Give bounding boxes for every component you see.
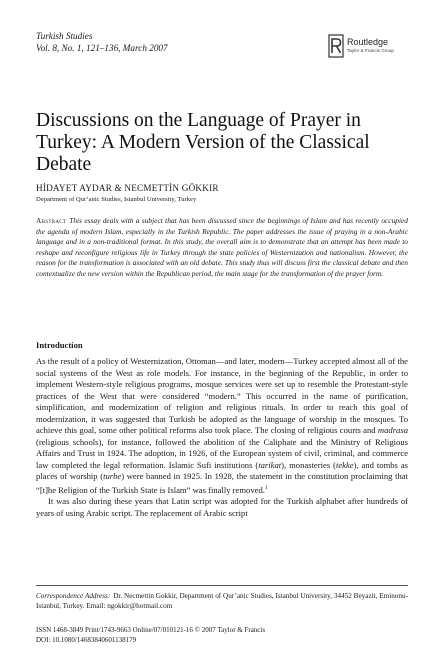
article-title: Discussions on the Language of Prayer in Turkey: A Modern Version of the Classical Debate <box>36 110 370 175</box>
body-text <box>36 356 408 520</box>
doi-line: DOI: 10.1080/14683840601138179 <box>36 636 137 644</box>
term-madrasa: madrasa <box>377 425 408 436</box>
para1-text: ), and tombs as places of worship ( <box>36 459 408 482</box>
abstract-text: This essay deals with a subject that has been discussed since the beginnings of Islam and has recently occupied the agenda of modern Islam, especially in the Turkish Republic. The paper addresses the issue of praying in a non-Arabic language and in a non-traditional format. In this study, the overall aim is to demonstrate that an attempt has been made to reshape and reconfigure religious life in Turkey through the state policies of Westernization and nationalism. However, the reason for the transformation is associated with an old debate. This study thus will discuss first the classical debate and then contextualize the new version within the Republican period, the main stage for the transformation of the prayer form. <box>36 216 408 278</box>
article-authors: HİDAYET AYDAR & NECMETTİN GÖKKIR <box>36 183 219 193</box>
routledge-emblem-icon <box>328 34 344 58</box>
journal-citation: Vol. 8, No. 1, 121–136, March 2007 <box>36 43 168 53</box>
issn-line: ISSN 1468-3849 Print/1743-9663 Online/07/010121-16 © 2007 Taylor & Francis <box>36 626 266 634</box>
correspondence-text: Dr. Necmettin Gokkir, Department of Qur’anic Studies, Istanbul University, 34452 Beyazit, Eminonu-Istanbul, Turkey. Email: ngokkir@hotmail.com <box>36 592 408 610</box>
paragraph-2: It was also during these years that Latin script was adopted for the Turkish alphabet after hundreds of years of using Arabic script. The replacement of Arabic script <box>36 496 408 518</box>
footnote-ref[interactable]: 1 <box>264 485 268 492</box>
publisher-name: Routledge <box>347 37 389 47</box>
correspondence-label: Correspondence Address: <box>36 592 111 600</box>
footer-divider <box>36 585 408 586</box>
term-turbe: turbe <box>103 471 122 482</box>
journal-header <box>36 30 168 54</box>
journal-name: Turkish Studies <box>36 31 93 41</box>
para1-text: ), monasteries ( <box>281 459 336 470</box>
para1-text: As the result of a policy of Westernization, Ottoman—and later, modern—Turkey accepted almost all of the social systems of the West as role models. For instance, in the beginning of the Republic, in order to implement Western-style religious programs, mosque services were set up to resemble the Protestant-style practices of the West that were considered “modern.” This occurred in the name of purification, simplification, and modernization of religion and religious rituals. In order to reach this goal of modernization, it was suggested that Turkish be adopted as the language of worship in the mosques. To achieve this goal, some other political reforms also took place. The closing of religious courts and <box>36 356 408 436</box>
author-affiliation: Department of Qur’anic Studies, Istanbul University, Turkey <box>36 196 197 203</box>
para1-text: ) were banned in 1925. In 1928, the statement in the constitution proclaiming that “[t]he Religion of the Turkish State is Islam” was finally removed. <box>36 471 408 495</box>
publisher-logo <box>328 34 408 60</box>
paragraph-1 <box>36 356 408 496</box>
correspondence-address <box>36 591 408 611</box>
publisher-group: Taylor & Francis Group <box>347 48 394 53</box>
term-tarikat: tarikat <box>258 459 282 470</box>
para1-text: (religious schools), for instance, followed the abolition of the Caliphate and the Ministry of Religious Affairs and Trust in 1924. The adoption, in 1926, of the European system of civil, criminal, and commerce law completed the legal reformation. Islamic Sufi institutions ( <box>36 436 408 470</box>
section-heading-introduction: Introduction <box>36 340 83 350</box>
term-tekke: tekke <box>335 459 354 470</box>
abstract <box>36 216 408 280</box>
abstract-label: Abstract <box>36 216 67 225</box>
publication-info <box>36 625 265 645</box>
